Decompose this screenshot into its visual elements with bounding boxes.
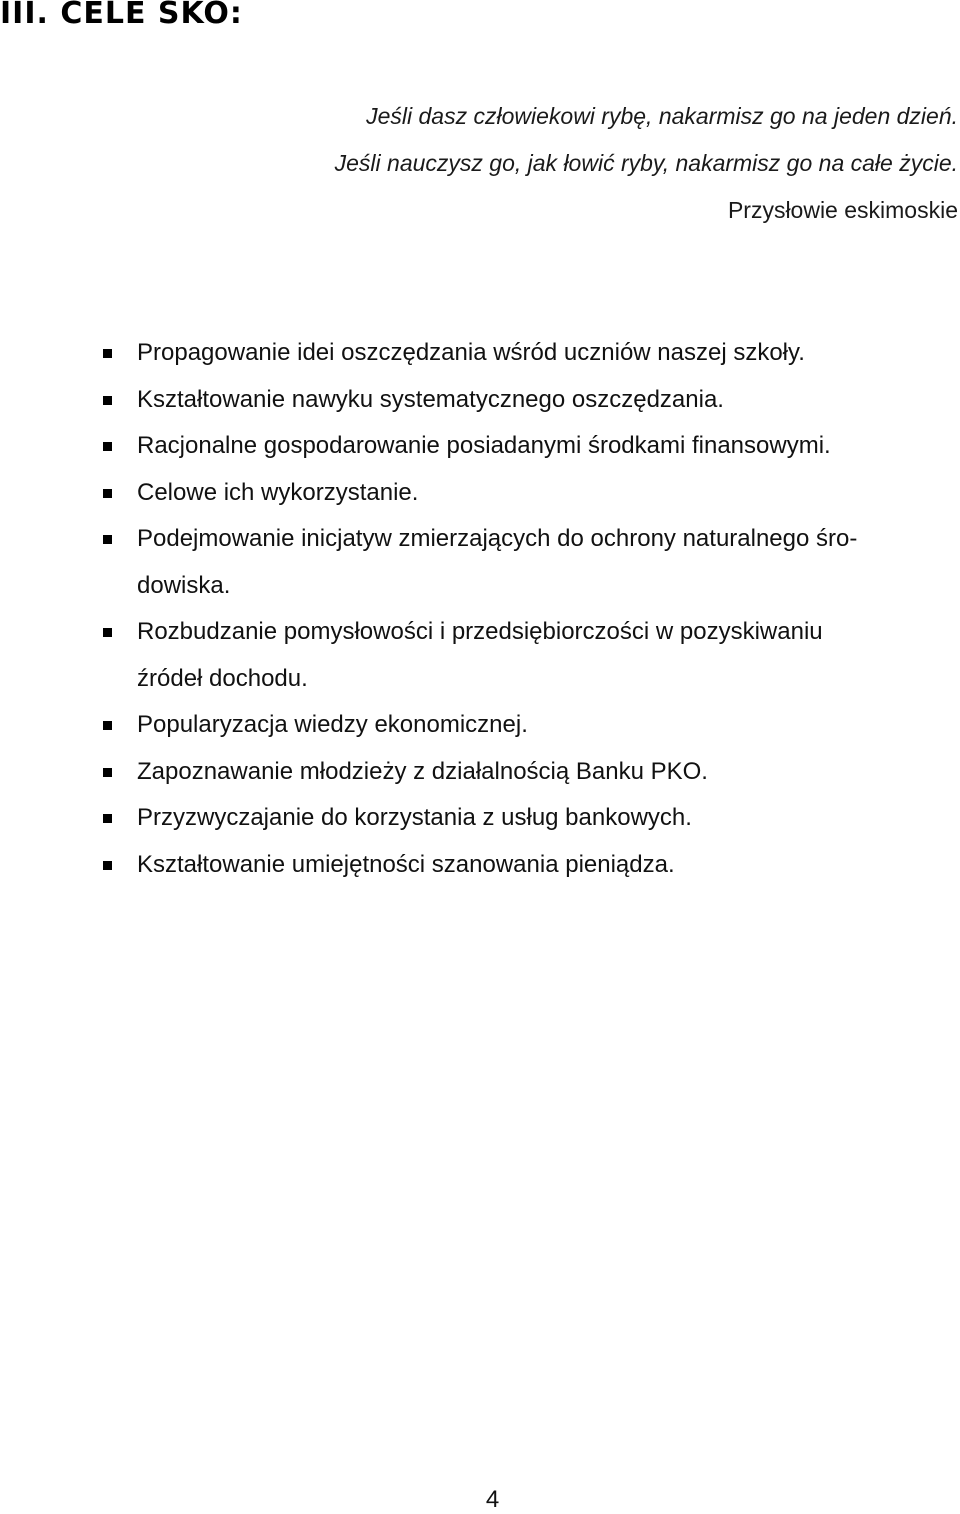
page-number: 4 [485,1486,500,1513]
square-bullet-icon [103,861,112,870]
list-item-text: Przyzwyczajanie do korzystania z usług bankowych. [137,804,692,831]
square-bullet-icon [103,814,112,823]
square-bullet-icon [103,628,112,637]
list-item-text: Kształtowanie umiejętności szanowania pieniądza. [137,850,675,878]
list-item [0,609,960,702]
list-item [0,795,960,842]
list-item-text: Kształtowanie nawyku systematycznego oszczędzania. [137,385,724,413]
list-item-text: Popularyzacja wiedzy ekonomicznej. [137,711,528,738]
list-item-text-continued: dowiska. [137,571,231,599]
epigraph [335,93,958,234]
list-item-text: Celowe ich wykorzystanie. [137,478,419,506]
list-item-text: Propagowanie idei oszczędzania wśród uczniów naszej szkoły. [137,339,805,366]
section-heading: III. CELE SKO: [0,0,243,31]
square-bullet-icon [103,349,112,358]
square-bullet-icon [103,442,112,451]
list-item [0,842,960,889]
list-item [0,702,960,749]
list-item-text: Racjonalne gospodarowanie posiadanymi środkami finansowymi. [137,432,831,459]
list-item-text: Podejmowanie inicjatyw zmierzających do ochrony naturalnego śro- [137,525,858,552]
list-item [0,516,960,609]
epigraph-line: Jeśli dasz człowiekowi rybę, nakarmisz go na jeden dzień. [366,103,958,129]
list-item-text-continued: źródeł dochodu. [137,664,308,692]
square-bullet-icon [103,721,112,730]
list-item [0,377,960,424]
list-item [0,470,960,517]
list-item-text: Zapoznawanie młodzieży z działalnością Banku PKO. [137,757,708,785]
goals-list [0,330,960,888]
epigraph-line: Jeśli nauczysz go, jak łowić ryby, nakarmisz go na całe życie. [334,150,958,176]
square-bullet-icon [103,535,112,544]
list-item-text: Rozbudzanie pomysłowości i przedsiębiorczości w pozyskiwaniu [137,618,823,645]
list-item [0,423,960,470]
square-bullet-icon [103,396,112,405]
list-item [0,330,960,377]
square-bullet-icon [103,489,112,498]
epigraph-source: Przysłowie eskimoskie [727,197,958,223]
square-bullet-icon [103,768,112,777]
list-item [0,749,960,796]
